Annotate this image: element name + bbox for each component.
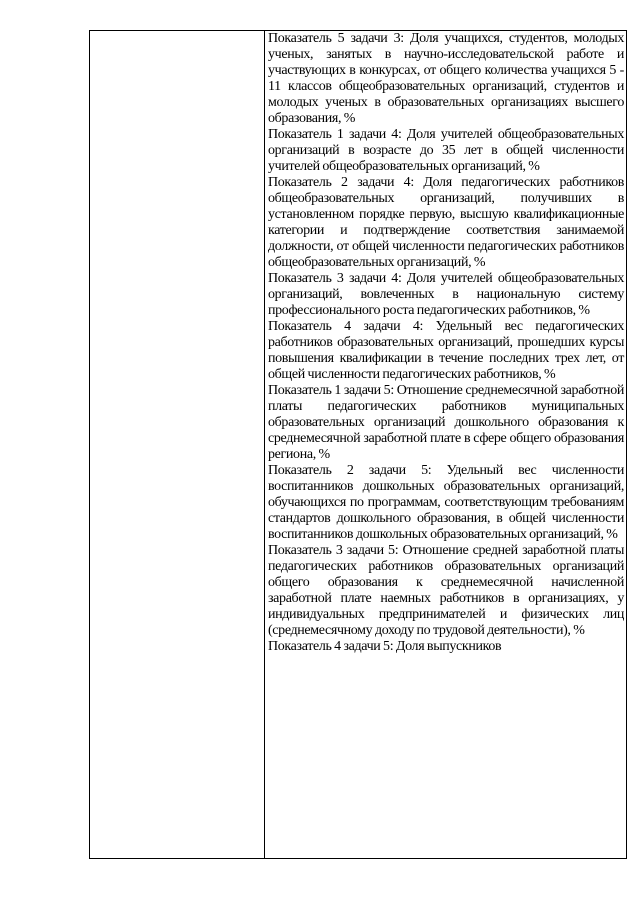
indicator-paragraph: Показатель 1 задачи 4: Доля учителей общеобразовательных организаций в возрасте до 35 лет в общей численности учителей общеобразовательных организаций, % [268, 127, 624, 174]
table-left-cell [90, 31, 265, 858]
indicator-paragraph: Показатель 2 задачи 4: Доля педагогических работников общеобразовательных организаций, получивших в установленном порядке первую, высшую квалификационные категории и подтверждение соответствия занимаемой должности, от общей численности педагогических работников общеобразовательных организаций, % [268, 175, 624, 270]
indicator-paragraph: Показатель 3 задачи 4: Доля учителей общеобразовательных организаций, вовлеченных в национальную систему профессионального роста педагогических работников, % [268, 271, 624, 318]
indicator-paragraph: Показатель 1 задачи 5: Отношение среднемесячной заработной платы педагогических работников муниципальных образовательных организаций дошкольного образования к среднемесячной заработной плате в сфере общего образования региона, % [268, 383, 624, 462]
indicators-table [89, 30, 627, 859]
indicator-paragraph: Показатель 5 задачи 3: Доля учащихся, студентов, молодых ученых, занятых в научно-исследовательской работе и участвующих в конкурсах, от общего количества учащихся 5 - 11 классов общеобразовательных организаций, студентов и молодых ученых в образовательных организациях высшего образования, % [268, 31, 624, 126]
indicator-paragraph: Показатель 2 задачи 5: Удельный вес численности воспитанников дошкольных образовательных организаций, обучающихся по программам, соответствующим требованиям стандартов дошкольного образования, в общей численности воспитанников дошкольных образовательных организаций, % [268, 463, 624, 542]
indicator-paragraph: Показатель 4 задачи 5: Доля выпускников [268, 639, 502, 654]
indicator-paragraph: Показатель 4 задачи 4: Удельный вес педагогических работников образовательных организаций, прошедших курсы повышения квалификации в течение последних трех лет, от общей численности педагогических работников, % [268, 319, 624, 382]
indicator-paragraph: Показатель 3 задачи 5: Отношение средней заработной платы педагогических работников образовательных организаций общего образования к среднемесячной начисленной заработной плате наемных работников в организациях, у индивидуальных предпринимателей и физических лиц (среднемесячному доходу по трудовой деятельности), % [268, 543, 624, 638]
table-right-cell [265, 31, 626, 858]
